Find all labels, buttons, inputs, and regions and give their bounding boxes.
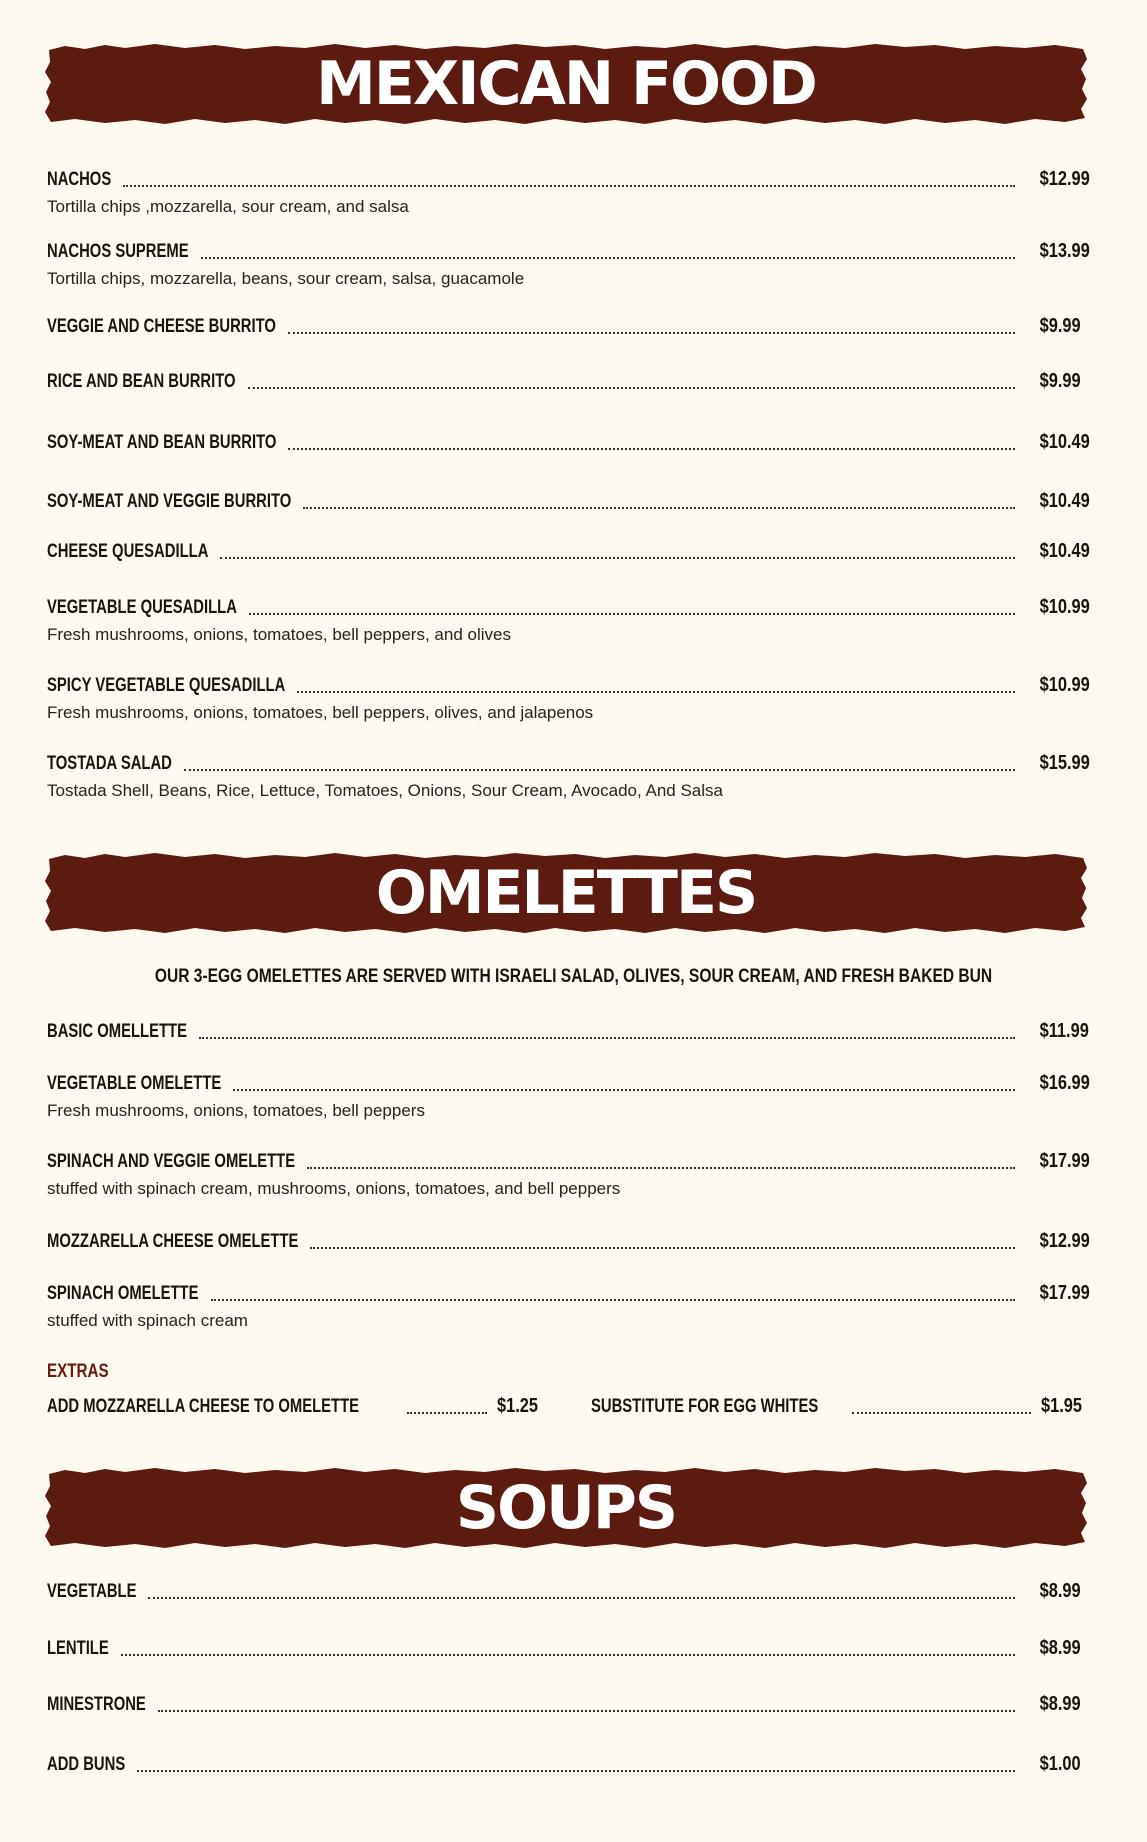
extra-name: ADD MOZZARELLA CHEESE TO OMELETTE: [47, 1396, 360, 1417]
omelette-note: OUR 3-EGG OMELETTES ARE SERVED WITH ISRAELI SALAD, OLIVES, SOUR CREAM, AND FRESH BAKED BUN: [154, 966, 993, 987]
item-name: NACHOS SUPREME: [47, 241, 189, 262]
item-price: $10.99: [1039, 596, 1090, 618]
dot-leader: [184, 769, 1015, 771]
item-name: SPINACH AND VEGGIE OMELETTE: [47, 1151, 296, 1172]
section-banner-mexican: [45, 44, 1087, 124]
item-description: Fresh mushrooms, onions, tomatoes, bell peppers, olives, and jalapenos: [47, 703, 594, 722]
menu-item: [47, 431, 1097, 454]
menu-item-row: [47, 1150, 1097, 1173]
extra-item: [591, 1395, 1091, 1418]
dot-leader: [288, 448, 1015, 450]
menu-item: [47, 1020, 1097, 1043]
dot-leader: [852, 1412, 1031, 1414]
menu-item-row: [47, 370, 1097, 393]
dot-leader: [248, 387, 1015, 389]
dot-leader: [201, 257, 1015, 259]
dot-leader: [137, 1770, 1015, 1772]
menu-item: [47, 1693, 1097, 1716]
menu-item-row: [47, 168, 1097, 191]
section-banner-omelettes: [45, 853, 1087, 933]
menu-item-row: [47, 674, 1097, 697]
menu-item: [47, 752, 1097, 801]
section-banner-soups: [45, 1468, 1087, 1548]
section-title: SOUPS: [455, 1473, 677, 1543]
item-name: ADD BUNS: [47, 1754, 126, 1775]
item-name: TOSTADA SALAD: [47, 753, 172, 774]
menu-item: [47, 1282, 1097, 1331]
item-price: $10.49: [1039, 540, 1090, 562]
item-description: Fresh mushrooms, onions, tomatoes, bell peppers: [47, 1101, 425, 1120]
menu-item: [47, 674, 1097, 723]
item-price: $1.00: [1039, 1753, 1081, 1775]
menu-item-row: [47, 1072, 1097, 1095]
item-name: SPICY VEGETABLE QUESADILLA: [47, 675, 286, 696]
menu-item-row: [47, 1693, 1097, 1716]
menu-item-row: [47, 1282, 1097, 1305]
item-name: RICE AND BEAN BURRITO: [47, 371, 236, 392]
menu-item: [47, 490, 1097, 513]
menu-item: [47, 240, 1097, 289]
dot-leader: [303, 507, 1015, 509]
item-price: $8.99: [1039, 1693, 1081, 1715]
menu-item-row: [47, 315, 1097, 338]
extra-price: $1.95: [1040, 1395, 1082, 1417]
item-price: $12.99: [1039, 1230, 1090, 1252]
menu-item: [47, 1580, 1097, 1603]
menu-item-row: [47, 431, 1097, 454]
item-price: $8.99: [1039, 1637, 1081, 1659]
extras-title: EXTRAS: [47, 1361, 109, 1382]
item-name: SOY-MEAT AND BEAN BURRITO: [47, 432, 277, 453]
dot-leader: [307, 1167, 1015, 1169]
item-price: $13.99: [1039, 240, 1090, 262]
dot-leader: [407, 1412, 487, 1414]
item-name: SPINACH OMELETTE: [47, 1283, 199, 1304]
menu-item-row: [47, 240, 1097, 263]
item-description: Fresh mushrooms, onions, tomatoes, bell peppers, and olives: [47, 625, 511, 644]
item-price: $9.99: [1039, 370, 1081, 392]
item-name: SOY-MEAT AND VEGGIE BURRITO: [47, 491, 292, 512]
item-name: CHEESE QUESADILLA: [47, 541, 209, 562]
menu-item: [47, 1230, 1097, 1253]
dot-leader: [249, 613, 1015, 615]
dot-leader: [148, 1597, 1015, 1599]
menu-item-row: [47, 540, 1097, 563]
item-price: $10.49: [1039, 431, 1090, 453]
section-title: MEXICAN FOOD: [316, 49, 816, 119]
dot-leader: [158, 1710, 1015, 1712]
item-name: VEGETABLE: [47, 1581, 137, 1602]
item-price: $12.99: [1039, 168, 1090, 190]
item-description: stuffed with spinach cream, mushrooms, onions, tomatoes, and bell peppers: [47, 1179, 621, 1198]
item-description: Tostada Shell, Beans, Rice, Lettuce, Tomatoes, Onions, Sour Cream, Avocado, And Salsa: [47, 781, 723, 800]
item-price: $17.99: [1039, 1282, 1090, 1304]
item-description: stuffed with spinach cream: [47, 1311, 248, 1330]
menu-item-row: [47, 1580, 1097, 1603]
dot-leader: [121, 1654, 1015, 1656]
dot-leader: [211, 1299, 1016, 1301]
dot-leader: [199, 1037, 1015, 1039]
item-price: $11.99: [1039, 1020, 1089, 1042]
menu-item: [47, 168, 1097, 217]
section-title: OMELETTES: [375, 858, 757, 928]
item-price: $15.99: [1039, 752, 1090, 774]
dot-leader: [220, 557, 1015, 559]
menu-item-row: [47, 490, 1097, 513]
dot-leader: [310, 1247, 1015, 1249]
dot-leader: [297, 691, 1015, 693]
menu-item: [47, 596, 1097, 645]
menu-item: [47, 1150, 1097, 1199]
item-name: LENTILE: [47, 1638, 109, 1659]
item-price: $17.99: [1039, 1150, 1090, 1172]
menu-item-row: [47, 1020, 1097, 1043]
menu-item: [47, 1072, 1097, 1121]
menu-item: [47, 540, 1097, 563]
item-price: $10.49: [1039, 490, 1090, 512]
item-name: NACHOS: [47, 169, 112, 190]
item-name: VEGGIE AND CHEESE BURRITO: [47, 316, 276, 337]
item-name: VEGETABLE QUESADILLA: [47, 597, 237, 618]
item-name: MOZZARELLA CHEESE OMELETTE: [47, 1231, 299, 1252]
dot-leader: [123, 185, 1015, 187]
item-name: VEGETABLE OMELETTE: [47, 1073, 222, 1094]
menu-item-row: [47, 1753, 1097, 1776]
item-description: Tortilla chips ,mozzarella, sour cream, and salsa: [47, 197, 409, 216]
dot-leader: [288, 332, 1015, 334]
menu-item-row: [47, 1230, 1097, 1253]
menu-item: [47, 315, 1097, 338]
extra-name: SUBSTITUTE FOR EGG WHITES: [591, 1396, 819, 1417]
dot-leader: [233, 1089, 1015, 1091]
item-name: BASIC OMELLETTE: [47, 1021, 187, 1042]
menu-item-row: [47, 1637, 1097, 1660]
item-price: $10.99: [1039, 674, 1090, 696]
item-name: MINESTRONE: [47, 1694, 146, 1715]
extra-item: [47, 1395, 547, 1418]
menu-item: [47, 370, 1097, 393]
menu-item: [47, 1753, 1097, 1776]
item-description: Tortilla chips, mozzarella, beans, sour cream, salsa, guacamole: [47, 269, 525, 288]
menu-item-row: [47, 752, 1097, 775]
menu-item-row: [47, 596, 1097, 619]
menu-item: [47, 1637, 1097, 1660]
item-price: $16.99: [1039, 1072, 1090, 1094]
extra-price: $1.25: [496, 1395, 538, 1417]
item-price: $8.99: [1039, 1580, 1081, 1602]
item-price: $9.99: [1039, 315, 1081, 337]
